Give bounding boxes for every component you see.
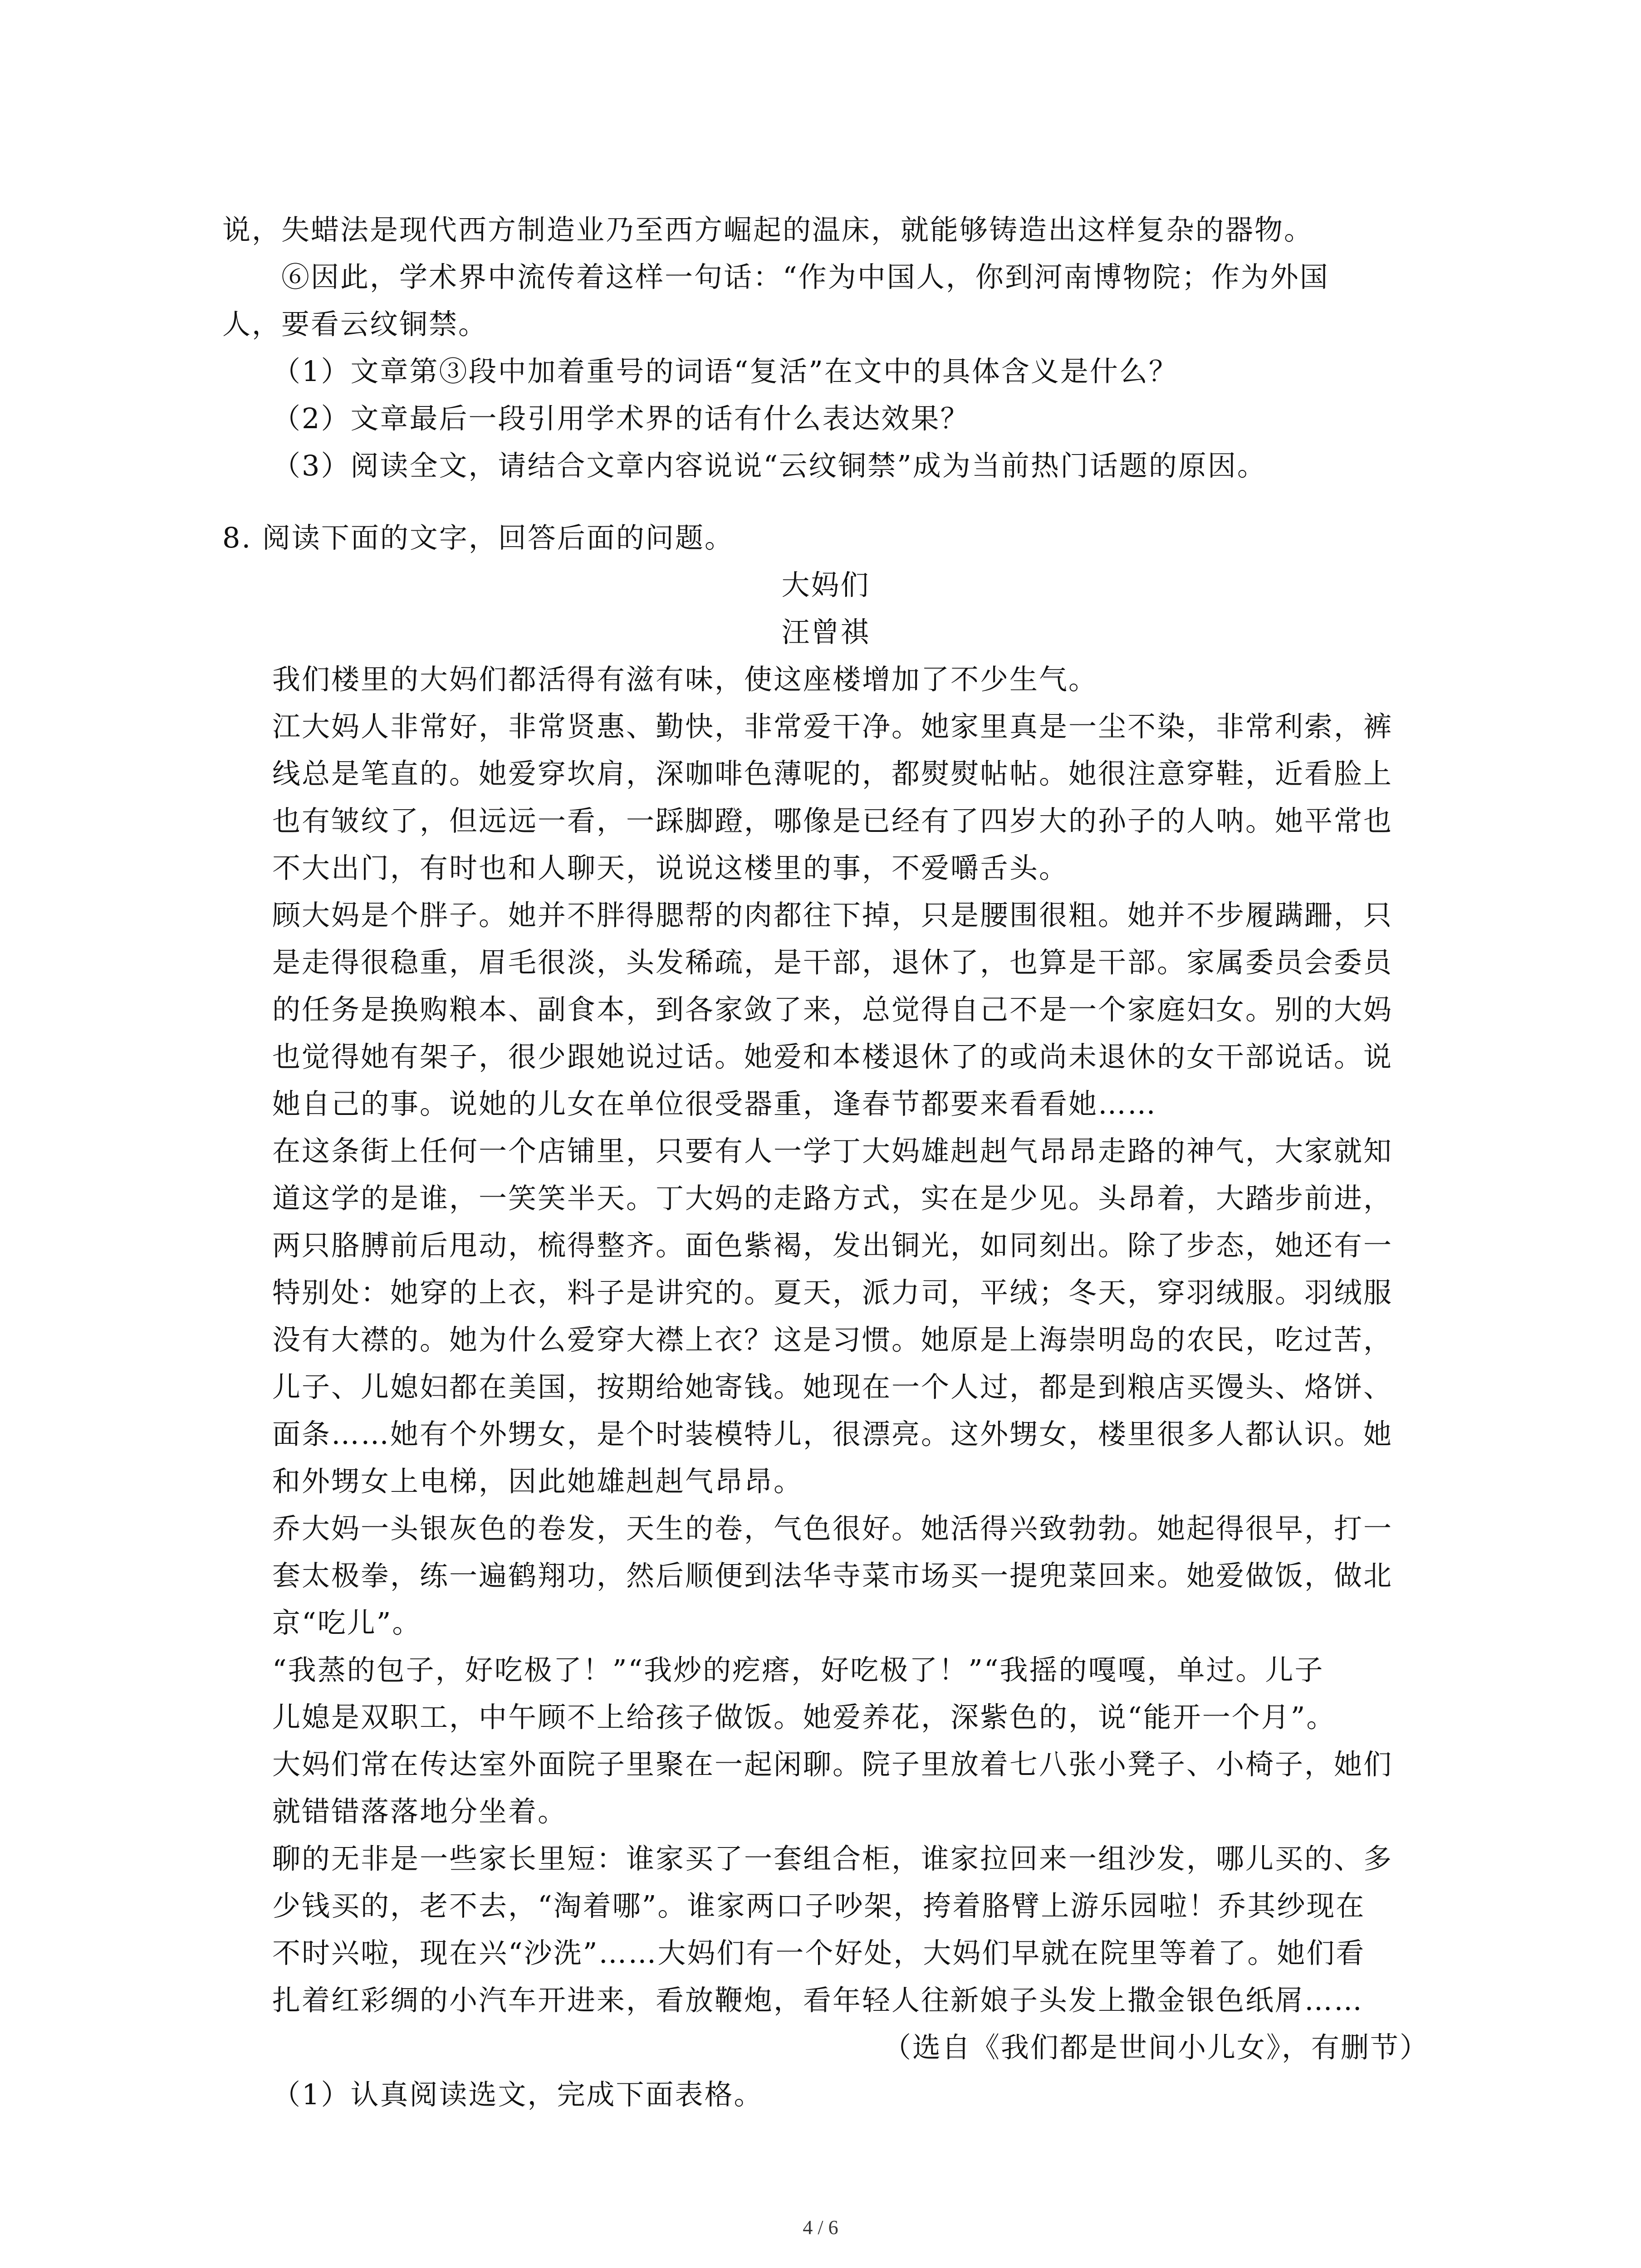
passage-line: 江大妈人非常好，非常贤惠、勤快，非常爱干净。她家里真是一尘不染，非常利索，裤 xyxy=(272,710,1393,743)
question-8-1: （1）认真阅读选文，完成下面表格。 xyxy=(272,2078,764,2111)
passage-line: 不大出门，有时也和人聊天，说说这楼里的事，不爱嚼舌头。 xyxy=(272,851,1069,885)
passage-line: 套太极拳，练一遍鹤翔功，然后顺便到法华寺菜市场买一提兜菜回来。她爱做饭，做北 xyxy=(272,1559,1393,1592)
passage-line: 她自己的事。说她的儿女在单位很受器重，逢春节都要来看看她…… xyxy=(272,1087,1157,1120)
passage-line: 的任务是换购粮本、副食本，到各家敛了来，总觉得自己不是一个家庭妇女。别的大妈 xyxy=(272,993,1393,1026)
passage-line: 就错错落落地分坐着。 xyxy=(272,1795,568,1828)
passage-line: 也觉得她有架子，很少跟她说过话。她爱和本楼退休了的或尚未退休的女干部说话。说 xyxy=(272,1040,1393,1073)
passage-source: （选自《我们都是世间小儿女》，有删节） xyxy=(882,2031,1429,2064)
passage-line: 不时兴啦，现在兴“沙洗”……大妈们有一个好处，大妈们早就在院里等着了。她们看 xyxy=(272,1936,1366,1970)
passage-line: 没有大襟的。她为什么爱穿大襟上衣？这是习惯。她原是上海崇明岛的农民，吃过苦， xyxy=(272,1323,1393,1356)
continuation-line: 说，失蜡法是现代西方制造业乃至西方崛起的温床，就能够铸造出这样复杂的器物。 xyxy=(222,213,1314,246)
passage-line: 在这条街上任何一个店铺里，只要有人一学丁大妈雄赳赳气昂昂走路的神气，大家就知 xyxy=(272,1134,1393,1168)
passage-line: 聊的无非是一些家长里短：谁家买了一套组合柜，谁家拉回来一组沙发，哪儿买的、多 xyxy=(272,1842,1393,1875)
question-7-3: （3）阅读全文，请结合文章内容说说“云纹铜禁”成为当前热门话题的原因。 xyxy=(272,449,1267,482)
passage-title: 大妈们 xyxy=(781,568,870,601)
passage-line: 也有皱纹了，但远远一看，一踩脚蹬，哪像是已经有了四岁大的孙子的人呐。她平常也 xyxy=(272,804,1393,837)
passage-line: 和外甥女上电梯，因此她雄赳赳气昂昂。 xyxy=(272,1465,803,1498)
passage-line: 乔大妈一头银灰色的卷发，天生的卷，气色很好。她活得兴致勃勃。她起得很早，打一 xyxy=(272,1512,1393,1545)
passage-line: 扎着红彩绸的小汽车开进来，看放鞭炮，看年轻人往新娘子头发上撒金银色纸屑…… xyxy=(272,1984,1364,2017)
paragraph-6-line-2: 人，要看云纹铜禁。 xyxy=(222,308,488,341)
passage-line: 是走得很稳重，眉毛很淡，头发稀疏，是干部，退休了，也算是干部。家属委员会委员 xyxy=(272,946,1393,979)
passage-line: 面条……她有个外甥女，是个时装模特儿，很漂亮。这外甥女，楼里很多人都认识。她 xyxy=(272,1418,1393,1451)
passage-line: 道这学的是谁，一笑笑半天。丁大妈的走路方式，实在是少见。头昂着，大踏步前进， xyxy=(272,1182,1393,1215)
passage-line: 京“吃儿”。 xyxy=(272,1606,422,1639)
passage-line: 儿子、儿媳妇都在美国，按期给她寄钱。她现在一个人过，都是到粮店买馒头、烙饼、 xyxy=(272,1370,1393,1403)
passage-author: 汪曾祺 xyxy=(781,616,870,649)
passage-line: 儿媳是双职工，中午顾不上给孩子做饭。她爱养花，深紫色的，说“能开一个月”。 xyxy=(272,1701,1336,1734)
passage-line: 大妈们常在传达室外面院子里聚在一起闲聊。院子里放着七八张小凳子、小椅子，她们 xyxy=(272,1748,1393,1781)
question-7-1: （1）文章第③段中加着重号的词语“复活”在文中的具体含义是什么？ xyxy=(272,355,1178,388)
passage-line: 我们楼里的大妈们都活得有滋有味，使这座楼增加了不少生气。 xyxy=(272,663,1098,696)
page-number: 4 / 6 xyxy=(803,2216,838,2239)
paragraph-6-line-1: ⑥因此，学术界中流传着这样一句话：“作为中国人，你到河南博物院；作为外国 xyxy=(281,260,1329,293)
passage-line: 两只胳膊前后甩动，梳得整齐。面色紫褐，发出铜光，如同刻出。除了步态，她还有一 xyxy=(272,1229,1393,1262)
passage-line: 少钱买的，老不去，“淘着哪”。谁家两口子吵架，挎着胳臂上游乐园啦！乔其纱现在 xyxy=(272,1889,1366,1922)
question-8-prompt: 8. 阅读下面的文字，回答后面的问题。 xyxy=(222,521,734,554)
passage-line: 特别处：她穿的上衣，料子是讲究的。夏天，派力司，平绒；冬天，穿羽绒服。羽绒服 xyxy=(272,1276,1393,1309)
passage-line: “我蒸的包子，好吃极了！”“我炒的疙瘩，好吃极了！”“我摇的嘎嘎，单过。儿子 xyxy=(272,1653,1324,1686)
passage-line: 顾大妈是个胖子。她并不胖得腮帮的肉都往下掉，只是腰围很粗。她并不步履蹒跚，只 xyxy=(272,899,1393,932)
page-content xyxy=(222,206,1429,2118)
passage-body xyxy=(222,656,1429,2024)
passage-line: 线总是笔直的。她爱穿坎肩，深咖啡色薄呢的，都熨熨帖帖。她很注意穿鞋，近看脸上 xyxy=(272,757,1393,790)
question-7-2: （2）文章最后一段引用学术界的话有什么表达效果？ xyxy=(272,402,970,435)
